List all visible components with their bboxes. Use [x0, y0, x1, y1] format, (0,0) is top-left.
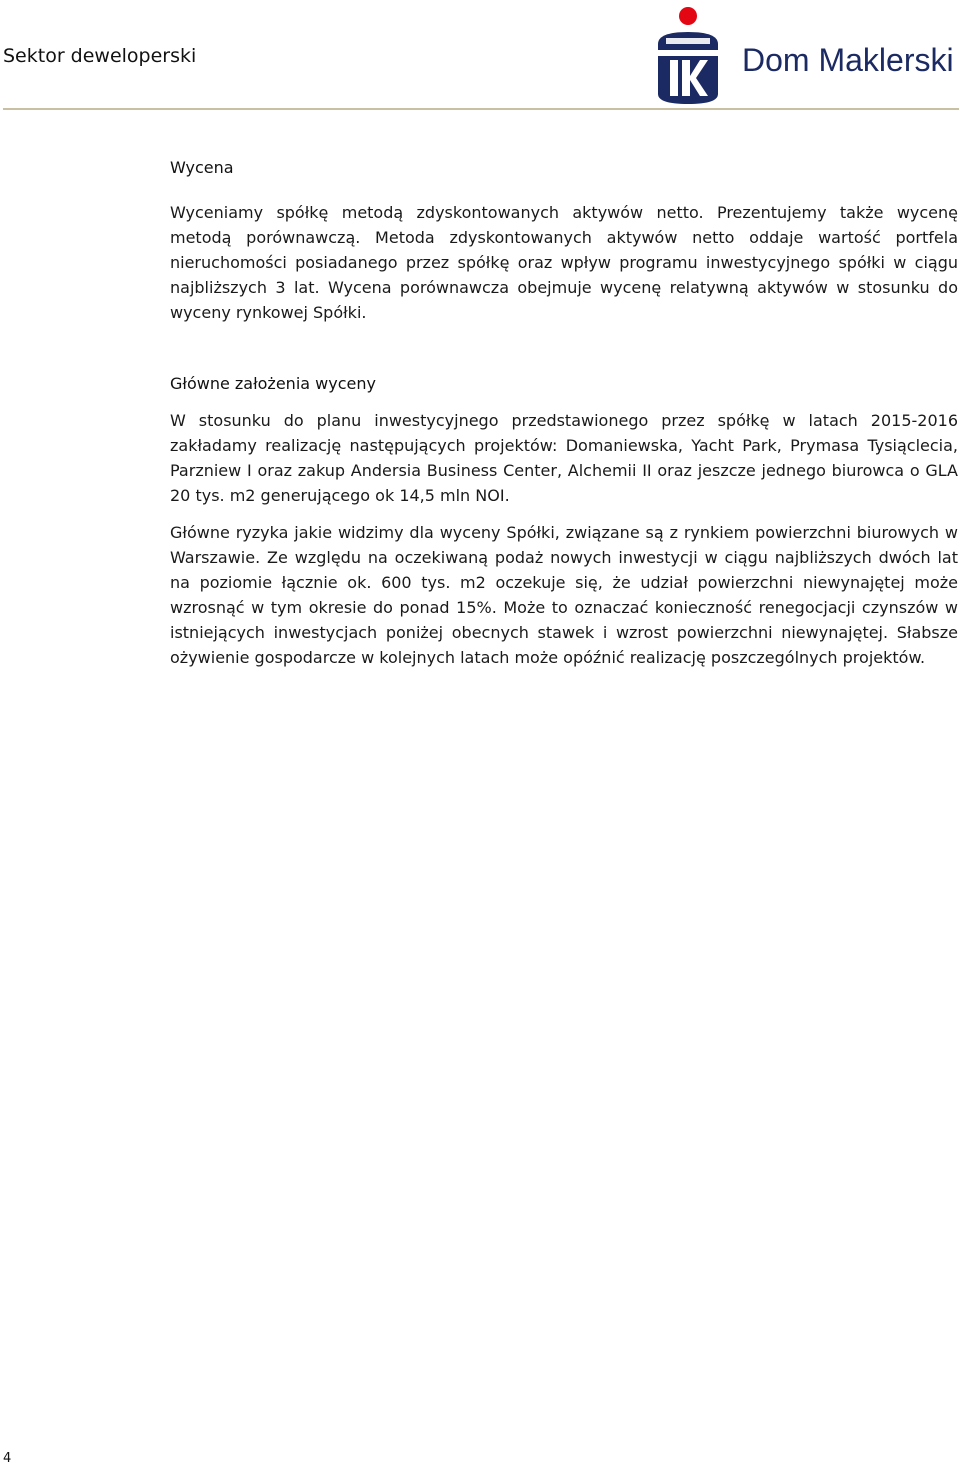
header-title: Sektor deweloperski: [3, 45, 197, 67]
page-header: [0, 0, 960, 112]
paragraph-risks: Główne ryzyka jakie widzimy dla wyceny Spółki, związane są z rynkiem powierzchni biurowych w Warszawie. Ze względu na oczekiwaną podaż nowych inwestycji w ciągu najbliższych dwóch lat na poziomie łącznie ok. 600 tys. m2 oczekuje się, że udział powierzchni niewynajętej może wzrosnąć w tym okresie do ponad 15%. Może to oznaczać konieczność renegocjacji czynszów w istniejących inwestycjach poniżej obecnych stawek i wzrost powierzchni niewynajętej. Słabsze ożywienie gospodarcze w kolejnych latach może opóźnić realizację poszczególnych projektów.: [170, 523, 958, 667]
brand-logo: [652, 4, 958, 106]
paragraph-assumptions: W stosunku do planu inwestycyjnego przedstawionego przez spółkę w latach 2015-2016 zakładamy realizację następujących projektów: Domaniewska, Yacht Park, Prymasa Tysiąclecia, Parzniew I oraz zakup Andersia Business Center, Alchemii II oraz jeszcze jednego biurowca o GLA 20 tys. m2 generującego ok 14,5 mln NOI.: [170, 411, 958, 505]
header-divider: [3, 108, 959, 110]
logo-text: Dom Maklerski: [742, 42, 954, 78]
pko-logo-icon: [652, 4, 724, 106]
paragraph-valuation: Wyceniamy spółkę metodą zdyskontowanych aktywów netto. Prezentujemy także wycenę metodą porównawczą. Metoda zdyskontowanych aktywów netto oddaje wartość portfela nieruchomości posiadanego przez spółkę oraz wpływ programu inwestycyjnego spółki w ciągu najbliższych 3 lat. Wycena porównawcza obejmuje wycenę relatywną aktywów w stosunku do wyceny rynkowej Spółki.: [170, 203, 958, 322]
page-number: 4: [3, 1451, 12, 1466]
section-heading-valuation: Wycena: [170, 158, 234, 177]
section-heading-assumptions: Główne założenia wyceny: [170, 374, 376, 393]
